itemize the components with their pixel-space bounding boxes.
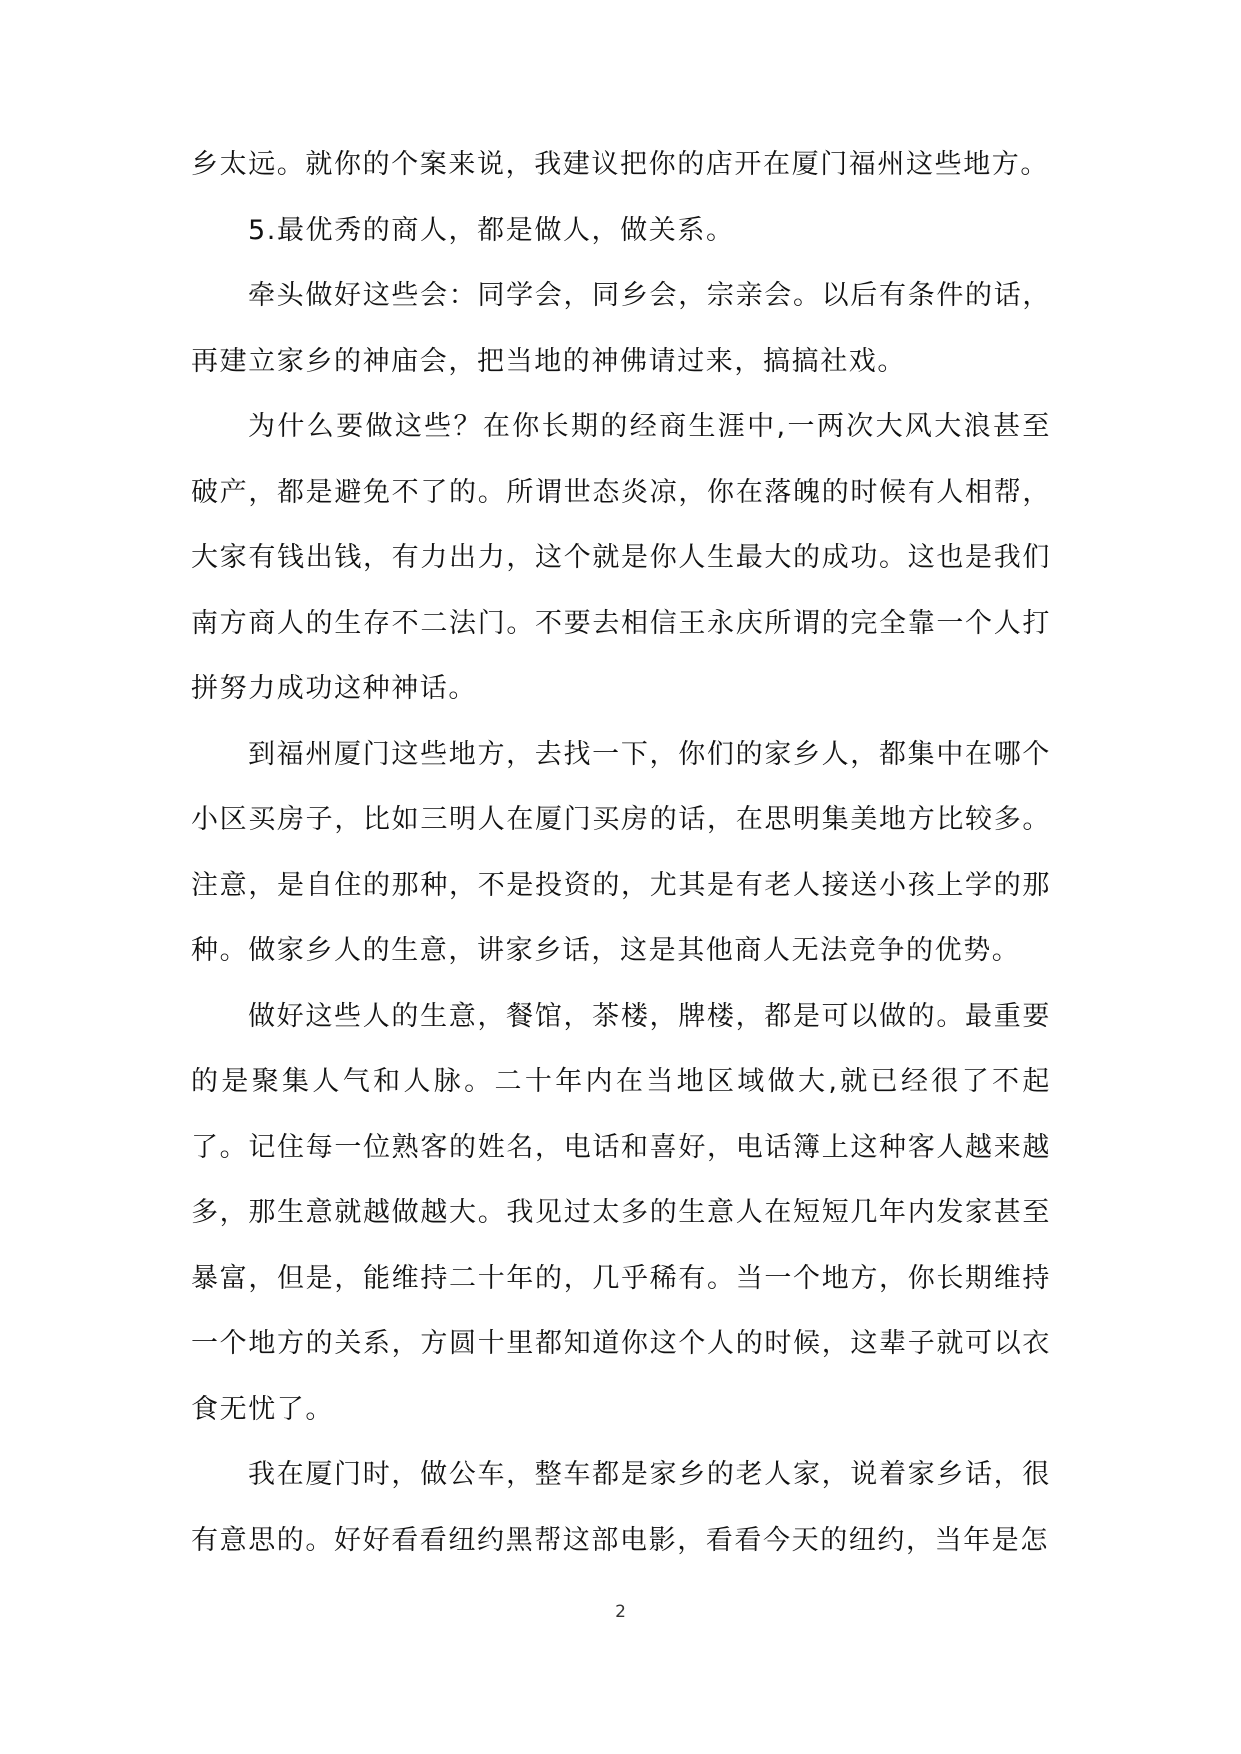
paragraph-business: 做好这些人的生意，餐馆，茶楼，牌楼，都是可以做的。最重要的是聚集人气和人脉。二十年内在当地区域做大,就已经很了不起了。记住每一位熟客的姓名，电话和喜好，电话簿上这种客人越来越多，那生意就越做越大。我见过太多的生意人在短短几年内发家甚至暴富，但是，能维持二十年的，几乎稀有。当一个地方，你长期维持一个地方的关系，方圆十里都知道你这个人的时候，这辈子就可以衣食无忧了。 xyxy=(191,1000,1051,1425)
paragraph-associations: 牵头做好这些会：同学会，同乡会，宗亲会。以后有条件的话，再建立家乡的神庙会，把当地的神佛请过来，搞搞社戏。 xyxy=(191,280,1051,377)
page-number: 2 xyxy=(615,1602,626,1622)
paragraph-why: 为什么要做这些？在你长期的经商生涯中,一两次大风大浪甚至破产，都是避免不了的。所谓世态炎凉，你在落魄的时候有人相帮，大家有钱出钱，有力出力，这个就是你人生最大的成功。这也是我们南方商人的生存不二法门。不要去相信王永庆所谓的完全靠一个人打拼努力成功这种神话。 xyxy=(191,411,1051,704)
paragraph-xiamen: 我在厦门时，做公车，整车都是家乡的老人家，说着家乡话，很有意思的。好好看看纽约黑帮这部电影，看看今天的纽约，当年是怎 xyxy=(191,1459,1051,1556)
paragraph-continuation: 乡太远。就你的个案来说，我建议把你的店开在厦门福州这些地方。 xyxy=(191,149,1049,180)
paragraph-point-5: 5.最优秀的商人，都是做人，做关系。 xyxy=(248,214,735,246)
document-body xyxy=(191,132,1051,1573)
paragraph-hometown-people: 到福州厦门这些地方，去找一下，你们的家乡人，都集中在哪个小区买房子，比如三明人在厦门买房的话，在思明集美地方比较多。注意，是自住的那种，不是投资的，尤其是有老人接送小孩上学的那种。做家乡人的生意，讲家乡话，这是其他商人无法竞争的优势。 xyxy=(191,738,1051,966)
